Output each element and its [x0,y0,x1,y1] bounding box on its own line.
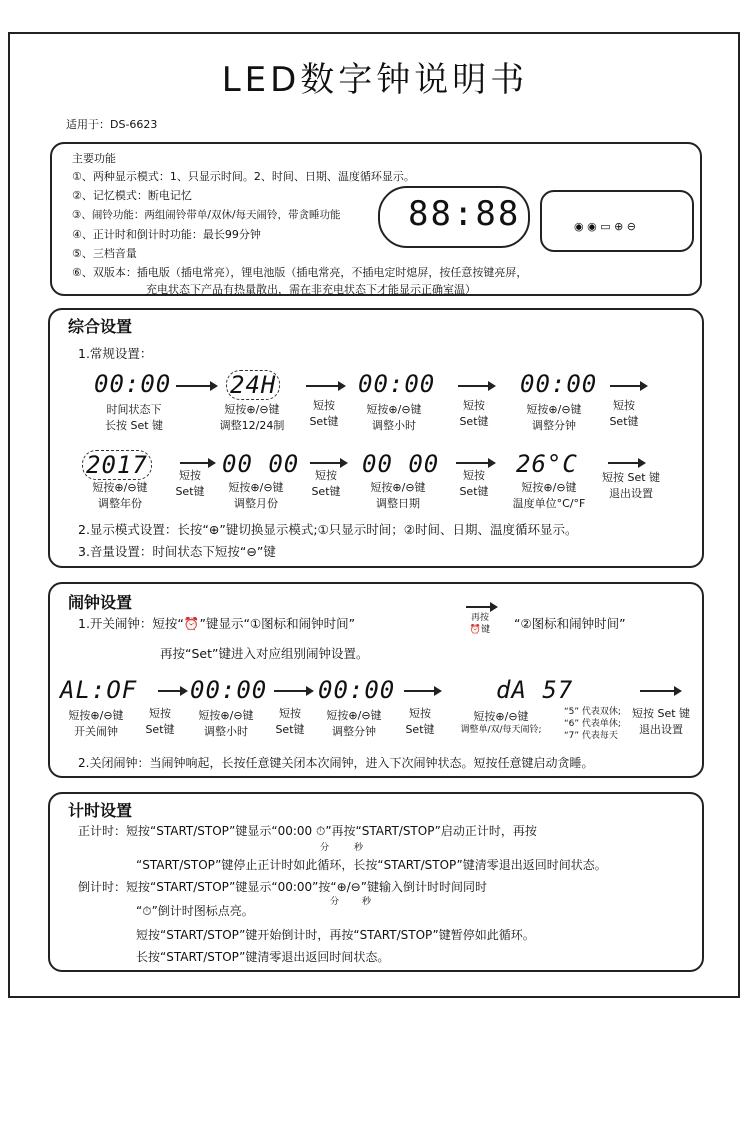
clock-display: 88:88 [408,194,521,234]
short-set-note: 短按 Set键 [145,707,175,736]
back-buttons-icon: ◉ ◉ ▭ ⊕ ⊖ [574,220,637,233]
general-heading: 综合设置 [68,317,133,336]
min-label: 分 [320,843,330,853]
seg-caption: 短按⊕/⊖键 温度单位°C/°F [512,481,586,510]
seg-caption: 短按⊕/⊖键 调整12/24制 [219,403,285,432]
volume-instruction: 3.音量设置：时间状态下短按“⊖”键 [78,544,276,559]
flow-arrow [458,385,494,387]
seg-caption: 短按⊕/⊖键 调整分钟 [526,403,582,432]
seg-caption: 短按⊕/⊖键 调整单/双/每天闹铃; [460,710,542,735]
exit-note: 短按 Set 键 退出设置 [631,707,691,736]
flow-arrow [456,462,494,464]
page-title: LED数字钟说明书 [221,60,529,100]
alarm-heading: 闹钟设置 [68,593,133,612]
flow-arrow [466,606,496,608]
short-set-note: 短按 Set键 [459,399,489,428]
seg-caption: 短按⊕/⊖键 调整年份 [92,481,148,510]
short-set-note: 短按 Set键 [275,707,305,736]
count-down-line4: 长按“START/STOP”键清零退出返回时间状态。 [136,950,390,964]
count-down-line2: “⏱”倒计时图标点亮。 [136,904,254,918]
seg-display: AL:OF [60,676,138,704]
flow-arrow [608,462,644,464]
close-alarm-instruction: 2.关闭闹钟：当闹钟响起，长按任意键关闭本次闹钟，进入下次闹钟状态。短按任意键启动贪睡。 [78,756,594,770]
short-set-note: 短按 Set键 [311,469,341,498]
day-options: “5” 代表双休; “6” 代表单休; “7” 代表每天 [564,707,621,741]
feature-item: ④、正计时和倒计时功能：最长99分钟 [72,228,261,241]
seg-display: 2017 [82,450,152,480]
flow-arrow [306,385,344,387]
press-alarm-note: 再按 ⏰键 [469,613,491,635]
display-mode-instruction: 2.显示模式设置：长按“⊕”键切换显示模式;①只显示时间；②时间、日期、温度循环显示。 [78,522,578,537]
flow-arrow [176,385,216,387]
seg-display: 26°C [516,450,578,478]
seg-caption: 短按⊕/⊖键 开关闹钟 [68,709,124,738]
seg-display: 24H [226,370,280,400]
seg-caption: 短按⊕/⊖键 调整小时 [366,403,422,432]
count-down-line3: 短按“START/STOP”键开始倒计时，再按“START/STOP”键暂停如此循环。 [136,928,535,942]
short-set-note: 短按 Set键 [459,469,489,498]
flow-arrow [180,462,214,464]
seg-display: 00:00 [358,370,436,398]
feature-item: 充电状态下产品有热量散出，需在非充电状态下才能显示正确室温） [146,283,476,296]
general-sub1: 1.常规设置： [78,346,153,361]
seg-caption: 短按⊕/⊖键 调整日期 [370,481,426,510]
feature-item: ⑥、双版本：插电版（插电常亮），锂电池版（插电常亮，不插电定时熄屏，按任意按键亮屏， [72,266,528,279]
seg-display: 00 00 [362,450,440,478]
seg-caption: 短按⊕/⊖键 调整分钟 [326,709,382,738]
count-down-line: 倒计时：短按“START/STOP”键显示“00:00”按“⊕/⊖”键输入倒计时时间同时 [78,880,487,894]
feature-item: ②、记忆模式：断电记忆 [72,189,192,202]
timer-heading: 计时设置 [68,801,133,820]
clock-front-illustration [378,186,530,248]
short-set-note: 短按 Set键 [609,399,639,428]
min-label: 分 [330,897,340,907]
seg-caption: 短按⊕/⊖键 调整月份 [228,481,284,510]
feature-item: ①、两种显示模式：1、只显示时间。2、时间、日期、温度循环显示。 [72,170,415,183]
seg-caption: 短按⊕/⊖键 调整小时 [198,709,254,738]
seg-display: 00:00 [94,370,172,398]
sec-label: 秒 [362,897,372,907]
seg-display: 00:00 [520,370,598,398]
clock-back-illustration [540,190,694,252]
model-label: 适用于：DS-6623 [66,118,158,131]
feature-item: ⑤、三档音量 [72,247,137,260]
flow-arrow [274,690,312,692]
seg-display: 00 00 [222,450,300,478]
seg-display: 00:00 [318,676,396,704]
seg-display: 00:00 [190,676,268,704]
flow-arrow [610,385,646,387]
short-set-note: 短按 Set键 [405,707,435,736]
short-set-note: 短按 Set键 [309,399,339,428]
flow-arrow [404,690,440,692]
exit-note: 短按 Set 键 退出设置 [601,471,661,500]
alarm-line1b: “②图标和闹钟时间” [514,616,626,631]
count-up-line: 正计时：短按“START/STOP”键显示“00:00 ⏱”再按“START/STOP”启动正计时，再按 [78,824,537,838]
alarm-line1c: 再按“Set”键进入对应组别闹钟设置。 [160,646,369,661]
sec-label: 秒 [354,843,364,853]
flow-arrow [310,462,346,464]
alarm-line1: 1.开关闹钟：短按“⏰”键显示“①图标和闹钟时间” [78,616,356,631]
feature-item: ③、闹铃功能：两组闹铃带单/双休/每天闹铃，带贪睡功能 [72,209,341,221]
seg-caption: 时间状态下 长按 Set 键 [104,403,164,432]
seg-display: dA 57 [496,676,574,704]
short-set-note: 短按 Set键 [175,469,205,498]
features-heading: 主要功能 [72,152,116,165]
flow-arrow [640,690,680,692]
count-up-line2: “START/STOP”键停止正计时如此循环，长按“START/STOP”键清零退出返回时间状态。 [136,858,607,872]
flow-arrow [158,690,186,692]
